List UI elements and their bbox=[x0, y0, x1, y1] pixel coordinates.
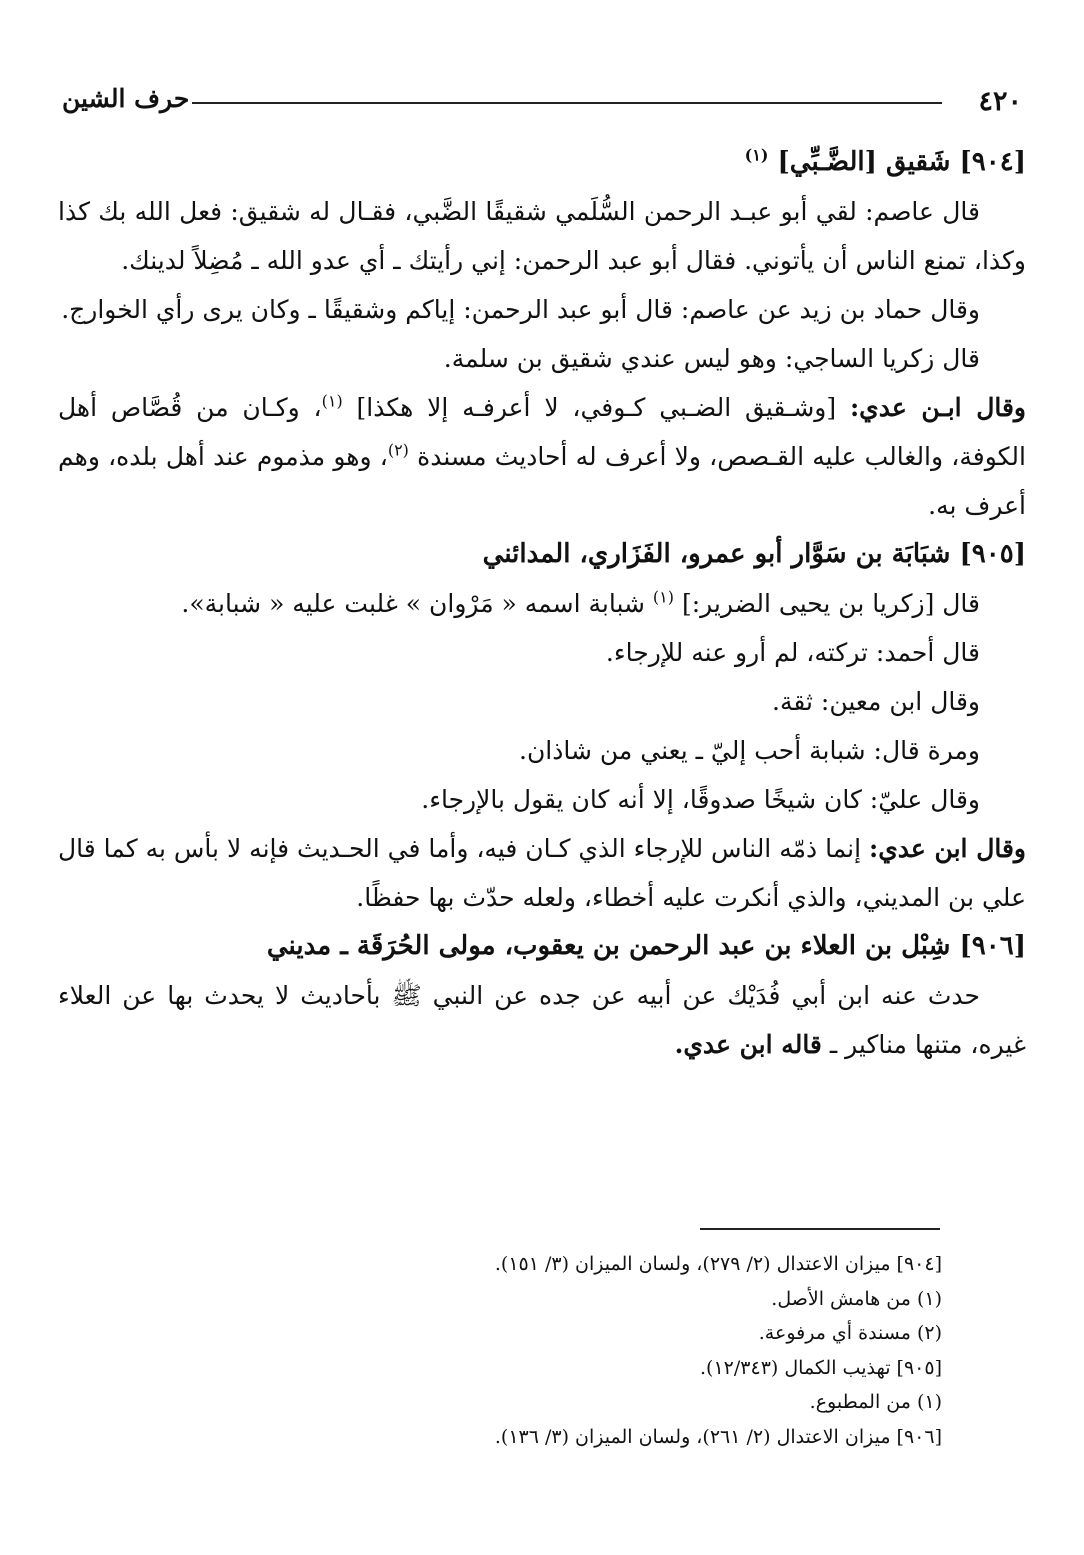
paragraph: وقال عليّ: كان شيخًا صدوقًا، إلا أنه كان يقول بالإرجاء. bbox=[421, 785, 980, 814]
entry-title-905: [٩٠٥] شبَابَة بن سَوَّار أبو عمرو، الفَزَاري، المدائني bbox=[482, 539, 1026, 569]
footnote-ref: (١) bbox=[652, 587, 674, 607]
paragraph bbox=[58, 824, 1026, 922]
speaker-lead: وقال ابن عدي: bbox=[869, 834, 1027, 863]
footnote: [٩٠٥] تهذيب الكمال (١٢/٣٤٣). bbox=[700, 1356, 942, 1379]
paragraph-text: [وشـقيق الضـبي كـوفي، لا أعرفـه إلا هكذا] bbox=[356, 393, 837, 422]
paragraph bbox=[58, 383, 1026, 530]
paragraph-text: حدث عنه ابن أبي فُدَيْك عن أبيه عن جده عن النبي ﷺ بأحاديث لا يحدث بها عن العلاء غيره، متنها مناكير ـ bbox=[58, 981, 1026, 1059]
footnote: (١) من هامش الأصل. bbox=[771, 1287, 942, 1310]
main-text bbox=[58, 138, 1026, 1069]
footnote-ref: (٢) bbox=[387, 440, 409, 460]
paragraph: وقال حماد بن زيد عن عاصم: قال أبو عبد الرحمن: إياكم وشقيقًا ـ وكان يرى رأي الخوارج. bbox=[61, 295, 980, 324]
paragraph: قال أحمد: تركته، لم أرو عنه للإرجاء. bbox=[605, 638, 980, 667]
paragraph-text: قال [زكريا بن يحيى الضرير:] bbox=[681, 589, 980, 618]
speaker-lead: وقال ابـن عدي: bbox=[849, 393, 1027, 422]
footnotes bbox=[100, 1247, 942, 1454]
paragraph-text: إنما ذمّه الناس للإرجاء الذي كـان فيه، وأما في الحـديث فإنه لا بأس به كما قال علي بن المديني، والذي أنكرت عليه أخطاء، ولعله حدّث بها حفظًا. bbox=[58, 834, 1026, 912]
paragraph: قال عاصم: لقي أبو عبـد الرحمن السُّلَمي شقيقًا الضَّبي، فقـال له شقيق: فعل الله بك كذا وكذا، تمنع الناس أن يأتوني. فقال أبو عبد الرحمن: إني رأيتك ـ أي عدو الله ـ مُضِلاً لدينك. bbox=[58, 197, 1026, 275]
footnote: (١) من المطبوع. bbox=[809, 1391, 942, 1413]
paragraph bbox=[58, 579, 1026, 628]
paragraph-text: ، وهو مذموم عند أهل بلده، وهم أعرف به. bbox=[58, 442, 1026, 520]
entry-title-text: [٩٠٤] شَقيق [الضَّـبِّي] bbox=[777, 147, 1026, 177]
paragraph: وقال ابن معين: ثقة. bbox=[772, 687, 980, 716]
paragraph-text: ، وكـان من قُصَّاص أهل الكوفة، والغالب عليه القـصص، ولا أعرف له أحاديث مسندة bbox=[58, 393, 1026, 471]
header-rule bbox=[192, 102, 942, 104]
footnote: [٩٠٦] ميزان الاعتدال (٢/ ٢٦١)، ولسان الميزان (٣/ ١٣٦). bbox=[494, 1425, 942, 1448]
footnote-rule bbox=[700, 1228, 940, 1230]
footnote-ref: (١) bbox=[744, 145, 769, 165]
paragraph: ومرة قال: شبابة أحب إليّ ـ يعني من شاذان. bbox=[519, 736, 980, 765]
entry-title-906: [٩٠٦] شِبْل بن العلاء بن عبد الرحمن بن يعقوب، مولى الحُرَقَة ـ مديني bbox=[266, 931, 1026, 961]
page-header bbox=[62, 80, 1022, 120]
paragraph-text: شبابة اسمه « مَرْوان » غلبت عليه « شبابة». bbox=[181, 589, 645, 618]
paragraph: قال زكريا الساجي: وهو ليس عندي شقيق بن سلمة. bbox=[443, 344, 980, 373]
page-number: ٤٢٠ bbox=[978, 86, 1022, 117]
entry-title-904 bbox=[58, 138, 1026, 187]
footnote: (٢) مسندة أي مرفوعة. bbox=[758, 1322, 942, 1344]
chapter-title: حرف الشين bbox=[62, 84, 190, 113]
footnote-ref: (١) bbox=[321, 391, 343, 411]
footnote: [٩٠٤] ميزان الاعتدال (٢/ ٢٧٩)، ولسان الميزان (٣/ ١٥١). bbox=[494, 1253, 942, 1275]
attribution: قاله ابن عدي. bbox=[674, 1030, 822, 1059]
paragraph bbox=[58, 971, 1026, 1069]
